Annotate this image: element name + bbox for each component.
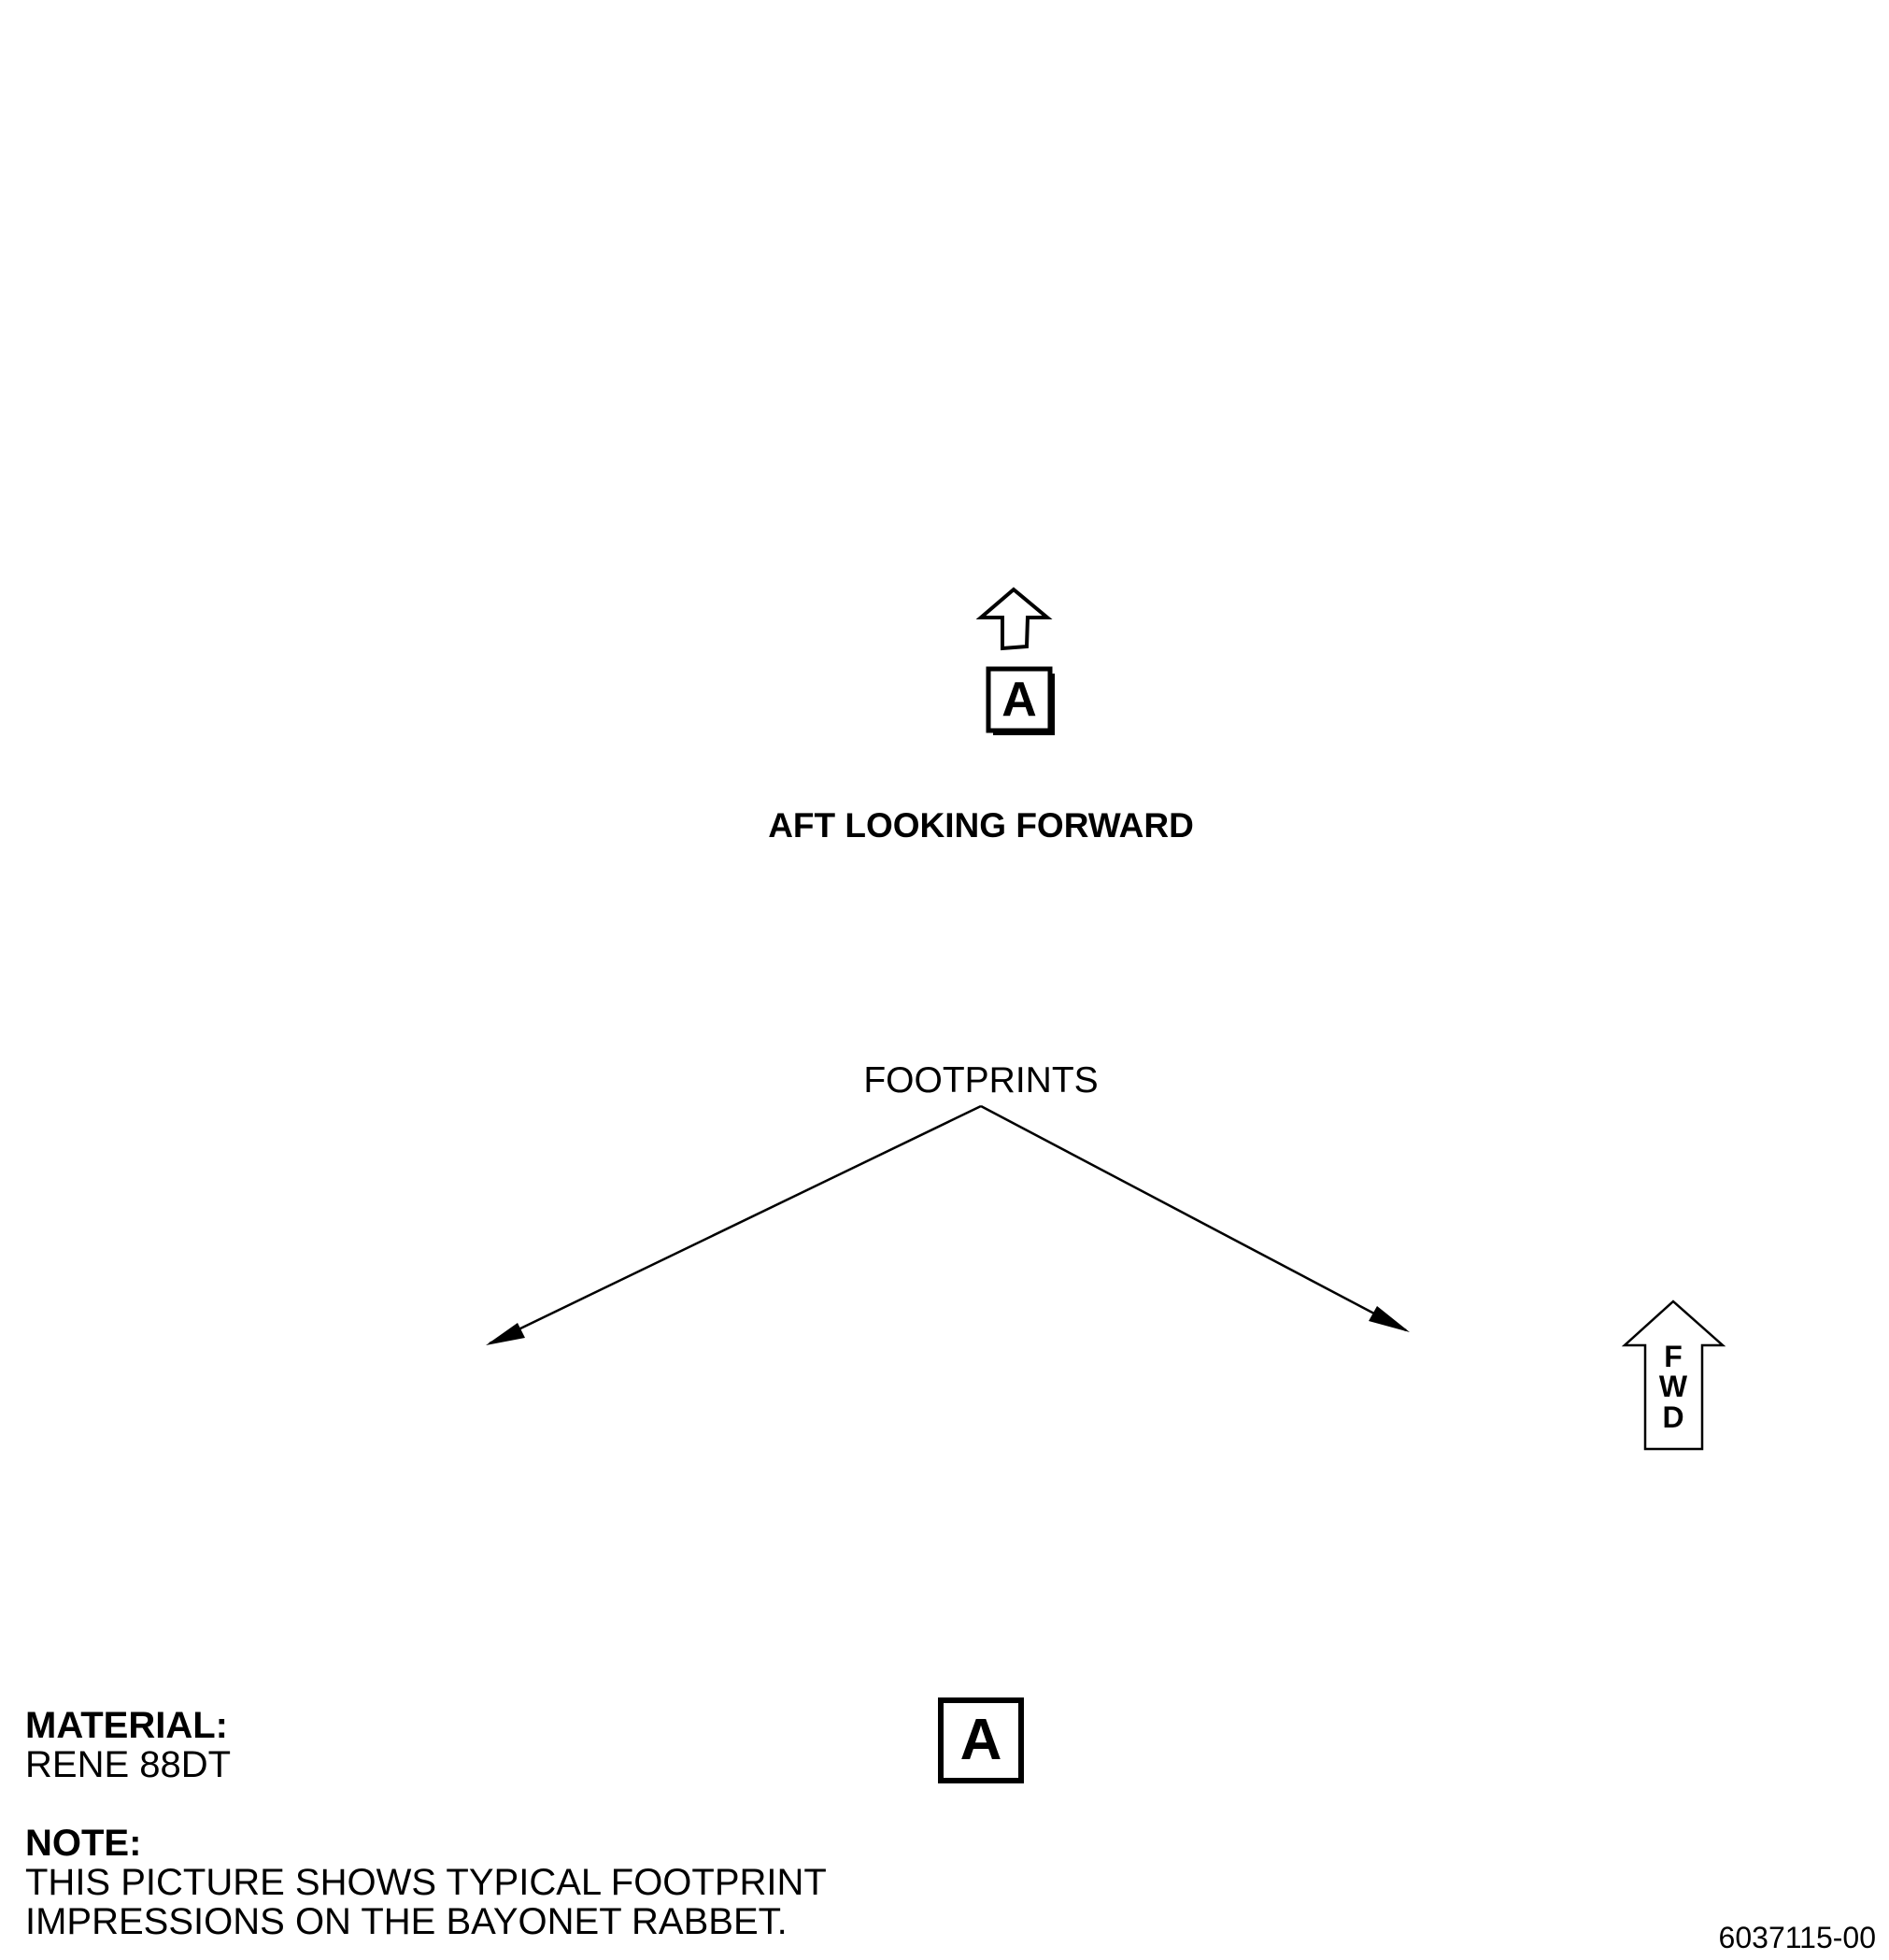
note-line: IMPRESSIONS ON THE BAYONET RABBET. <box>25 1901 788 1942</box>
notes-spacer <box>25 1784 959 1824</box>
notes-block <box>25 1706 959 1941</box>
material-value: RENE 88DT <box>25 1744 232 1785</box>
view-title: AFT LOOKING FORWARD <box>768 806 1194 845</box>
view-label-letter: A <box>1001 673 1037 727</box>
note-line: THIS PICTURE SHOWS TYPICAL FOOTPRINT <box>25 1862 827 1903</box>
view-arrow-up-icon <box>981 589 1047 648</box>
note-heading: NOTE: <box>25 1823 142 1864</box>
drawing-number: 6037115-00 <box>1718 1921 1876 1954</box>
leader-arrow-icon <box>486 1106 1410 1345</box>
leader-line-left <box>490 1106 981 1343</box>
leader-line-right <box>981 1106 1406 1330</box>
material-heading: MATERIAL: <box>25 1705 228 1746</box>
view-label-box <box>988 669 1055 735</box>
forward-arrow-letter: F <box>1664 1340 1683 1373</box>
footprints-callout-label: FOOTPRINTS <box>863 1060 1099 1101</box>
forward-arrow-letter: W <box>1658 1370 1688 1403</box>
leader-arrowhead-right <box>1369 1306 1410 1332</box>
leader-arrowhead-left <box>486 1323 525 1345</box>
forward-arrow-icon <box>1625 1301 1723 1449</box>
forward-arrow-letter: D <box>1662 1400 1684 1434</box>
section-marker-letter: A <box>959 1708 1002 1772</box>
